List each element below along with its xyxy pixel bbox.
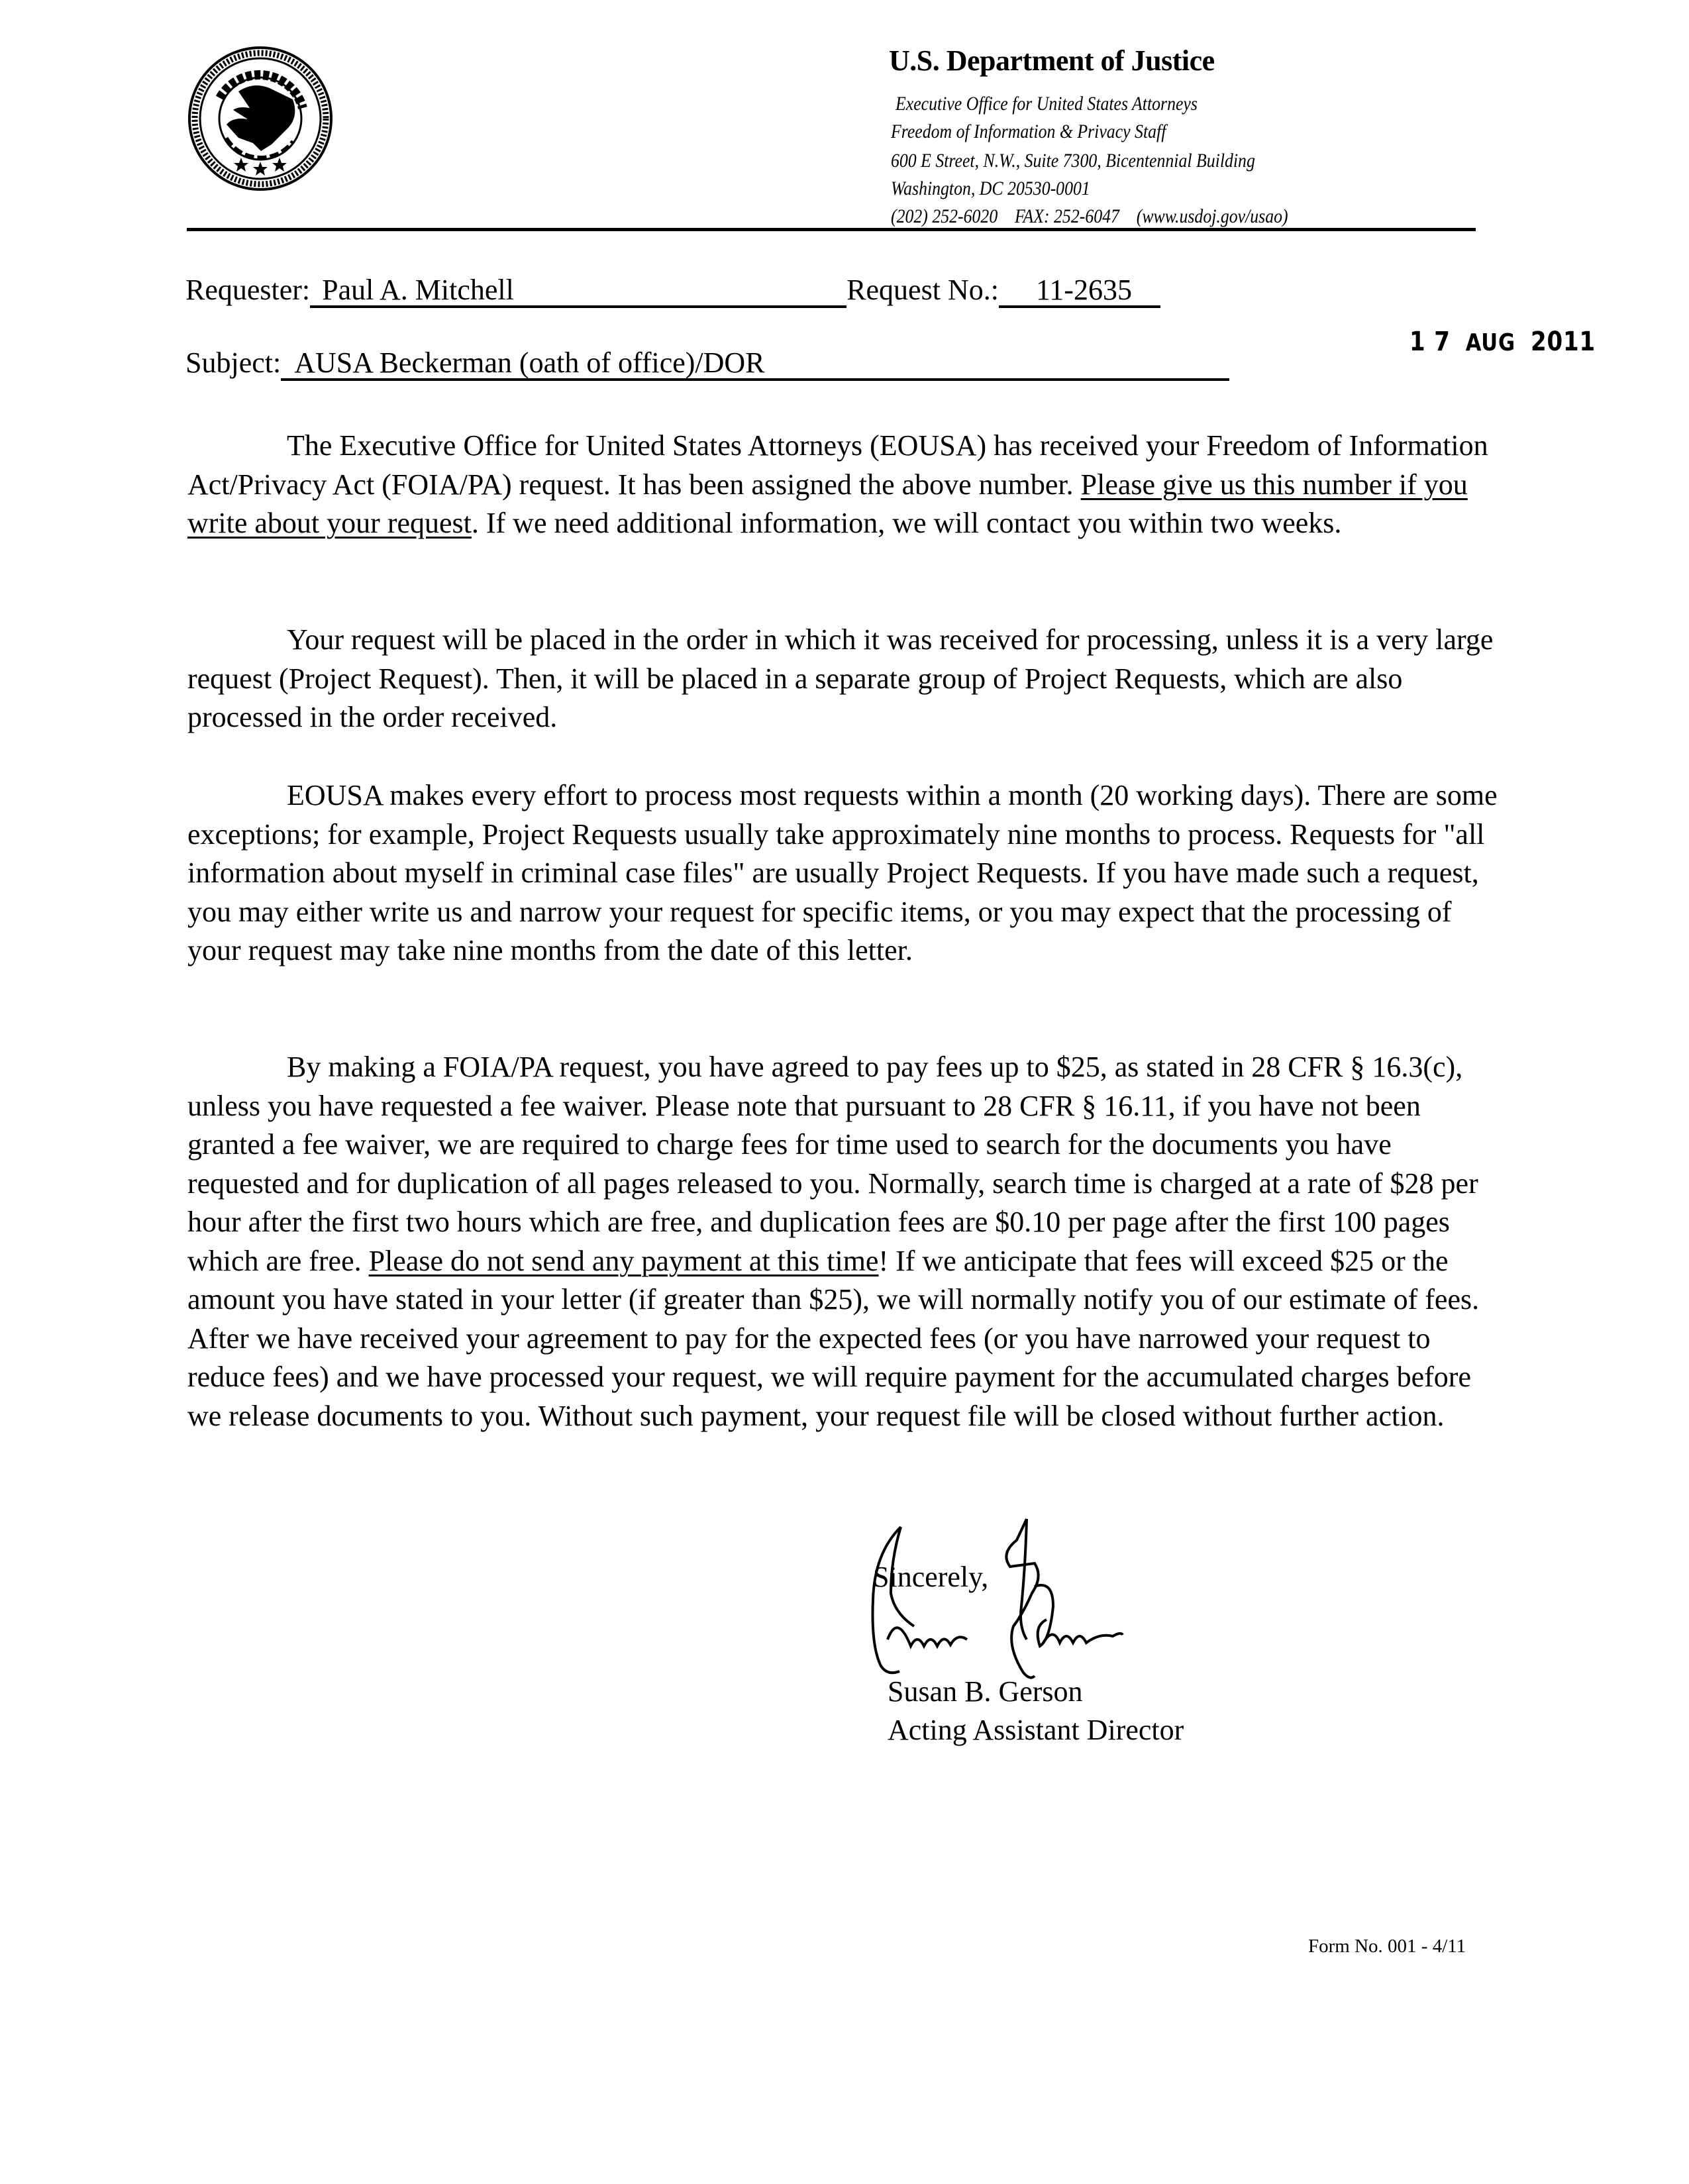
underlined-notice: Please give us this number if you write about your request: [187, 468, 1468, 539]
stamp-year: 2011: [1531, 327, 1596, 357]
request-number-value: 11-2635: [999, 275, 1160, 308]
requester-value: Paul A. Mitchell: [310, 275, 846, 308]
street-address: 600 E Street, N.W., Suite 7300, Bicentennial Building: [891, 150, 1255, 172]
paragraph-text: . If we need additional information, we will contact you within two weeks.: [471, 507, 1342, 539]
paragraph-acknowledgement: [187, 427, 1502, 543]
fax-number: FAX: 252-6047: [1015, 205, 1119, 227]
website-link[interactable]: (www.usdoj.gov/usao): [1136, 205, 1288, 227]
paragraph-text: Your request will be placed in the order in which it was received for processing, unless it is a very large request (Project Request). Then, it will be placed in a separate group of Project Requests, which are also processed in the order received.: [187, 623, 1494, 733]
signer-title: Acting Assistant Director: [888, 1714, 1184, 1746]
date-stamp: [1409, 327, 1596, 357]
closing-salutation: Sincerely,: [873, 1561, 989, 1593]
subject-label: Subject:: [185, 346, 282, 379]
contact-line: [891, 205, 1288, 228]
paragraph-text: EOUSA makes every effort to process most requests within a month (20 working days). There are some exceptions; for example, Project Requests usually take approximately nine months to process. Requests for "all information about myself in criminal case files" are usually Project Requests. If you have made such a request, you may either write us and narrow your request for specific items, or you may expect that the processing of your request may take nine months from the date of this letter.: [187, 779, 1498, 966]
subject-row: [185, 346, 1229, 381]
header-divider: [187, 228, 1476, 231]
subject-value: AUSA Beckerman (oath of office)/DOR: [281, 348, 1229, 381]
stamp-month: AUG: [1465, 329, 1515, 356]
form-number: Form No. 001 - 4/11: [1308, 1936, 1466, 1957]
paragraph-processing-order: [187, 621, 1502, 737]
underlined-payment-notice: Please do not send any payment at this time: [368, 1244, 879, 1277]
city-address: Washington, DC 20530-0001: [891, 178, 1090, 199]
paragraph-text: ! If we anticipate that fees will exceed $25 or the amount you have stated in your letter (if greater than $25), we will normally notify you of our estimate of fees. After we have received your agreement to pay for the expected fees (or you have narrowed your request to reduce fees) and we have processed your request, we will require payment for the accumulated charges before we release documents to you. Without such payment, your request file will be closed without further action.: [187, 1244, 1480, 1432]
phone-number: (202) 252-6020: [891, 205, 998, 227]
paragraph-fees: [187, 1048, 1502, 1435]
agency-name: U.S. Department of Justice: [889, 44, 1215, 77]
staff-name: Freedom of Information & Privacy Staff: [891, 121, 1166, 142]
request-number-label: Request No.:: [846, 274, 999, 306]
requester-label: Requester:: [185, 274, 311, 306]
paragraph-text: By making a FOIA/PA request, you have agreed to pay fees up to $25, as stated in 28 CFR § 16.3(c), unless you have requested a fee waiver. Please note that pursuant to 28 CFR § 16.11, if you have not been granted a fee waiver, we are required to charge fees for time used to search for the documents you have requested and for duplication of all pages released to you. Normally, search time is charged at a rate of $28 per hour after the first two hours which are free, and duplication fees are $0.10 per page after the first 100 pages which are free.: [187, 1051, 1478, 1277]
paragraph-text: The Executive Office for United States Attorneys (EOUSA) has received your Freedom of Information Act/Privacy Act (FOIA/PA) request. It has been assigned the above number.: [187, 429, 1488, 501]
stamp-day: 1 7: [1409, 327, 1451, 357]
handwritten-signature-icon: [861, 1514, 1192, 1686]
signer-name: Susan B. Gerson: [888, 1675, 1083, 1708]
paragraph-processing-time: [187, 776, 1502, 970]
office-name: Executive Office for United States Attorneys: [896, 93, 1198, 115]
requester-row: [185, 273, 1160, 308]
department-of-justice-seal-icon: [187, 45, 334, 192]
